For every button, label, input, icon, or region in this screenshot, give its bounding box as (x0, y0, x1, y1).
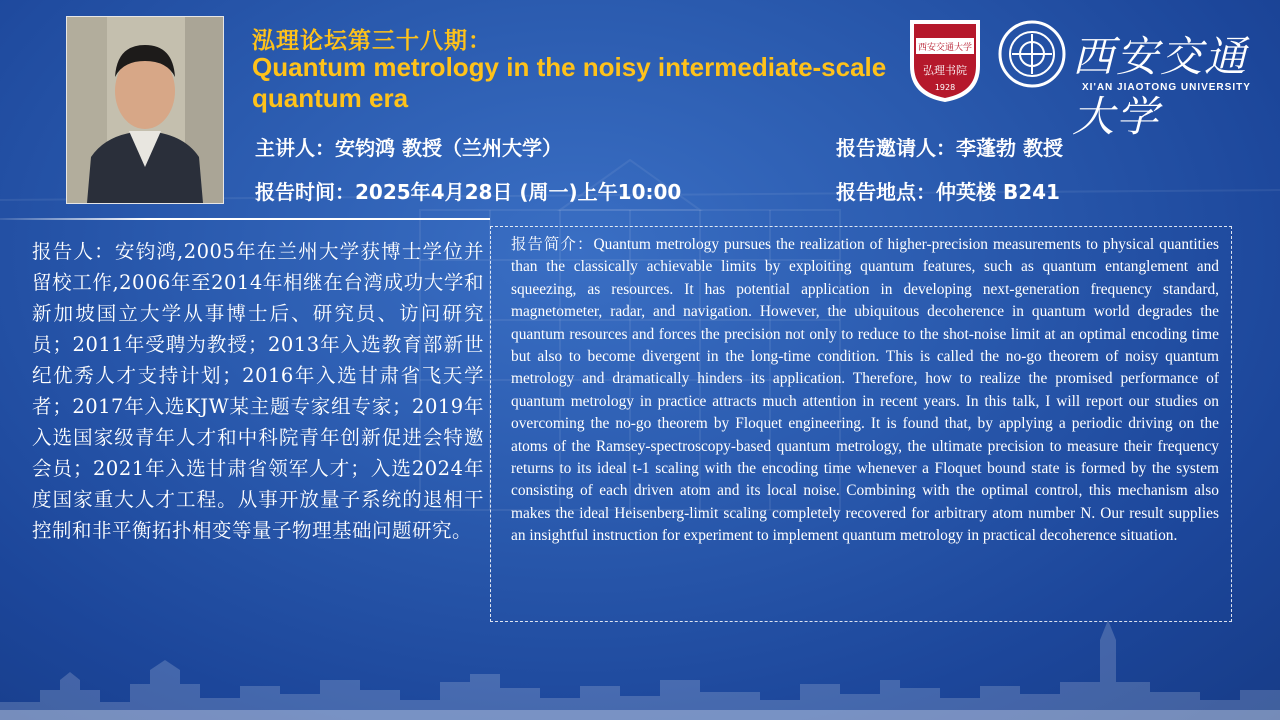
speaker-bio: 报告人：安钧鸿,2005年在兰州大学获博士学位并留校工作,2006年至2014年相继在台湾成功大学和新加坡国立大学从事博士后、研究员、访问研究员；2011年受聘为教授；2013年入选教育部新世纪优秀人才支持计划；2016年入选甘肃省飞天学者；2017年入选KJW某主题专家组专家；2019年入选国家级青年人才和中科院青年创新促进会特邀会员；2021年入选甘肃省领军人才；入选2024年度国家重大人才工程。从事开放量子系统的退相干控制和非平衡拓扑相变等量子物理基础问题研究。 (32, 240, 484, 542)
university-name-en: XI'AN JIAOTONG UNIVERSITY (1082, 82, 1251, 93)
university-emblem-logo (998, 20, 1066, 88)
university-name: 西安交通大学 (1072, 32, 1249, 141)
forum-title: 泓理论坛第三十八期： (252, 28, 492, 54)
inviter-info: 报告邀请人：李蓬勃 教授 (836, 136, 1063, 160)
speaker-photo (66, 16, 224, 204)
talk-title: Quantum metrology in the noisy intermediate-scale quantum era (252, 52, 887, 113)
college-seal-logo (904, 16, 986, 104)
speaker-info: 主讲人：安钧鸿 教授（兰州大学） (255, 136, 562, 160)
seal-subtitle-text: 弘理书院 (923, 64, 967, 77)
skyline-silhouette (0, 620, 1280, 720)
section-divider (0, 218, 490, 220)
location-info: 报告地点：仲英楼 B241 (836, 180, 1060, 204)
talk-abstract: 报告简介：Quantum metrology pursues the realization of higher-precision measurements to physical quantities than the classically achievable limits by exploiting quantum features, such as quantum entanglement and squeezing, as resources. It has potential application in developing next-generation frequency standard, magnetometer, radar, and navigation. However, the ubiquitous decoherence in quantum world degrades the quantum resources and forces the precision not only to reduce to the shot-noise limit at an optimal encoding time but also to become divergent in the long-time condition. This is called the no-go theorem of noisy quantum metrology and dramatically hinders its application. Therefore, how to realize the promised performance of quantum metrology in practice attracts much attention in recent years. In this talk, I will report our studies on overcoming the no-go theorem by Floquet engineering. It is found that, by applying a periodic driving on the atoms of the Ramsey-spectroscopy-based quantum metrology, the ultimate precision to measure their frequency returns to its ideal t-1 scaling with the encoding time whenever a Floquet bound state is formed by the system consisting of each driven atom and its local noise. Combining with the optimal control, this mechanism also makes the ideal Heisenberg-limit scaling completely recovered for arbitrary atom number N. Our result supplies an insightful instruction for experiment to implement quantum metrology in practical decoherence situation. (511, 236, 1219, 545)
seal-name-text: 西安交通大学 (917, 43, 973, 53)
time-info: 报告时间：2025年4月28日 (周一)上午10:00 (255, 180, 682, 204)
seal-year-text: 1928 (934, 83, 956, 92)
